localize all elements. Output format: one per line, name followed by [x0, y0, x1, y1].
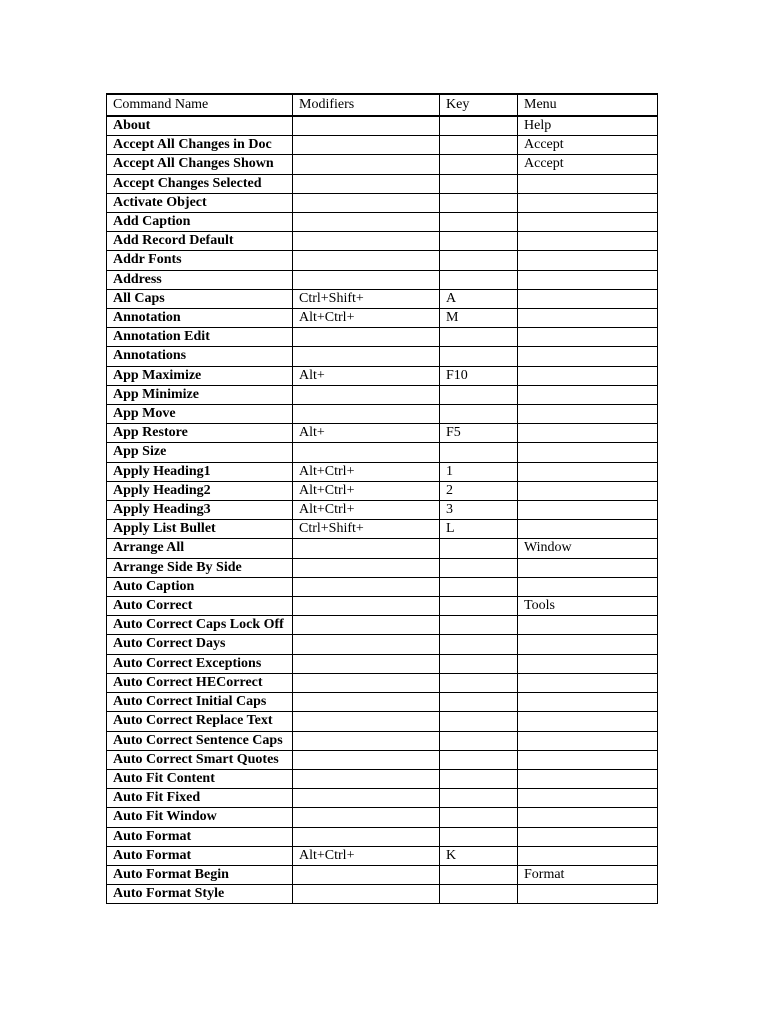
- modifiers-cell: Ctrl+Shift+: [293, 289, 440, 308]
- modifiers-cell: [293, 232, 440, 251]
- menu-cell: [518, 616, 658, 635]
- menu-cell: [518, 193, 658, 212]
- key-cell: 2: [440, 481, 518, 500]
- command-name-cell: Apply Heading1: [107, 462, 293, 481]
- menu-cell: [518, 654, 658, 673]
- table-row: [107, 347, 658, 366]
- modifiers-cell: [293, 405, 440, 424]
- header-modifiers: Modifiers: [293, 94, 440, 116]
- menu-cell: [518, 424, 658, 443]
- table-row: [107, 481, 658, 500]
- modifiers-cell: [293, 865, 440, 884]
- menu-cell: [518, 712, 658, 731]
- menu-cell: [518, 501, 658, 520]
- table-row: [107, 616, 658, 635]
- command-name-cell: Auto Correct Smart Quotes: [107, 750, 293, 769]
- menu-cell: [518, 481, 658, 500]
- command-name-cell: Auto Correct: [107, 597, 293, 616]
- table-row: [107, 673, 658, 692]
- menu-cell: [518, 577, 658, 596]
- command-name-cell: Annotation: [107, 309, 293, 328]
- modifiers-cell: Alt+Ctrl+: [293, 462, 440, 481]
- modifiers-cell: [293, 808, 440, 827]
- modifiers-cell: [293, 174, 440, 193]
- key-cell: [440, 616, 518, 635]
- key-cell: [440, 865, 518, 884]
- menu-cell: [518, 558, 658, 577]
- key-cell: [440, 405, 518, 424]
- menu-cell: [518, 289, 658, 308]
- command-table: [106, 93, 658, 904]
- table-row: [107, 251, 658, 270]
- table-row: [107, 712, 658, 731]
- modifiers-cell: Ctrl+Shift+: [293, 520, 440, 539]
- menu-cell: [518, 769, 658, 788]
- table-row: [107, 885, 658, 904]
- command-name-cell: App Maximize: [107, 366, 293, 385]
- command-name-cell: Auto Correct HECorrect: [107, 673, 293, 692]
- modifiers-cell: Alt+Ctrl+: [293, 846, 440, 865]
- command-name-cell: App Size: [107, 443, 293, 462]
- table-row: [107, 155, 658, 174]
- menu-cell: [518, 174, 658, 193]
- header-menu: Menu: [518, 94, 658, 116]
- modifiers-cell: Alt+Ctrl+: [293, 309, 440, 328]
- command-name-cell: Arrange Side By Side: [107, 558, 293, 577]
- modifiers-cell: [293, 750, 440, 769]
- modifiers-cell: [293, 827, 440, 846]
- key-cell: F5: [440, 424, 518, 443]
- modifiers-cell: [293, 193, 440, 212]
- key-cell: [440, 750, 518, 769]
- key-cell: [440, 347, 518, 366]
- table-row: [107, 462, 658, 481]
- table-row: [107, 865, 658, 884]
- key-cell: [440, 174, 518, 193]
- menu-cell: [518, 270, 658, 289]
- command-name-cell: Annotations: [107, 347, 293, 366]
- modifiers-cell: Alt+: [293, 424, 440, 443]
- command-name-cell: Accept Changes Selected: [107, 174, 293, 193]
- modifiers-cell: [293, 116, 440, 136]
- key-cell: [440, 731, 518, 750]
- header-key: Key: [440, 94, 518, 116]
- table-row: [107, 693, 658, 712]
- key-cell: [440, 673, 518, 692]
- command-name-cell: Apply Heading3: [107, 501, 293, 520]
- modifiers-cell: [293, 577, 440, 596]
- table-row: [107, 558, 658, 577]
- menu-cell: Format: [518, 865, 658, 884]
- command-name-cell: Auto Format Begin: [107, 865, 293, 884]
- menu-cell: [518, 885, 658, 904]
- menu-cell: [518, 462, 658, 481]
- table-row: [107, 789, 658, 808]
- table-row: [107, 443, 658, 462]
- key-cell: K: [440, 846, 518, 865]
- menu-cell: [518, 385, 658, 404]
- command-name-cell: Auto Correct Sentence Caps: [107, 731, 293, 750]
- command-name-cell: Auto Correct Initial Caps: [107, 693, 293, 712]
- menu-cell: [518, 366, 658, 385]
- modifiers-cell: [293, 385, 440, 404]
- menu-cell: [518, 520, 658, 539]
- table-row: [107, 827, 658, 846]
- modifiers-cell: [293, 539, 440, 558]
- key-cell: [440, 654, 518, 673]
- modifiers-cell: [293, 616, 440, 635]
- table-row: [107, 846, 658, 865]
- table-row: [107, 750, 658, 769]
- menu-cell: [518, 808, 658, 827]
- key-cell: A: [440, 289, 518, 308]
- command-name-cell: Apply List Bullet: [107, 520, 293, 539]
- modifiers-cell: [293, 597, 440, 616]
- modifiers-cell: [293, 712, 440, 731]
- menu-cell: [518, 213, 658, 232]
- command-name-cell: Accept All Changes Shown: [107, 155, 293, 174]
- table-body: [107, 116, 658, 904]
- command-name-cell: Annotation Edit: [107, 328, 293, 347]
- table-row: [107, 232, 658, 251]
- command-name-cell: Apply Heading2: [107, 481, 293, 500]
- key-cell: [440, 827, 518, 846]
- table-row: [107, 174, 658, 193]
- command-name-cell: Address: [107, 270, 293, 289]
- key-cell: [440, 885, 518, 904]
- command-name-cell: Auto Caption: [107, 577, 293, 596]
- key-cell: [440, 635, 518, 654]
- table-row: [107, 193, 658, 212]
- table-row: [107, 654, 658, 673]
- key-cell: [440, 712, 518, 731]
- command-name-cell: Auto Fit Fixed: [107, 789, 293, 808]
- key-cell: [440, 213, 518, 232]
- modifiers-cell: [293, 155, 440, 174]
- modifiers-cell: [293, 789, 440, 808]
- command-name-cell: Auto Fit Window: [107, 808, 293, 827]
- table-row: [107, 769, 658, 788]
- key-cell: [440, 443, 518, 462]
- modifiers-cell: [293, 885, 440, 904]
- modifiers-cell: [293, 673, 440, 692]
- table-row: [107, 289, 658, 308]
- table-row: [107, 270, 658, 289]
- modifiers-cell: [293, 558, 440, 577]
- key-cell: M: [440, 309, 518, 328]
- table-row: [107, 213, 658, 232]
- key-cell: [440, 328, 518, 347]
- menu-cell: [518, 827, 658, 846]
- menu-cell: [518, 693, 658, 712]
- table-row: [107, 136, 658, 155]
- menu-cell: [518, 673, 658, 692]
- command-name-cell: Auto Format Style: [107, 885, 293, 904]
- key-cell: [440, 116, 518, 136]
- key-cell: F10: [440, 366, 518, 385]
- menu-cell: Tools: [518, 597, 658, 616]
- command-name-cell: Auto Correct Replace Text: [107, 712, 293, 731]
- key-cell: L: [440, 520, 518, 539]
- table-row: [107, 731, 658, 750]
- table-row: [107, 405, 658, 424]
- modifiers-cell: Alt+Ctrl+: [293, 501, 440, 520]
- modifiers-cell: [293, 213, 440, 232]
- command-name-cell: Auto Format: [107, 846, 293, 865]
- command-name-cell: All Caps: [107, 289, 293, 308]
- key-cell: [440, 539, 518, 558]
- key-cell: [440, 136, 518, 155]
- key-cell: [440, 693, 518, 712]
- key-cell: [440, 577, 518, 596]
- command-name-cell: Accept All Changes in Doc: [107, 136, 293, 155]
- menu-cell: Accept: [518, 155, 658, 174]
- command-name-cell: App Minimize: [107, 385, 293, 404]
- modifiers-cell: [293, 443, 440, 462]
- key-cell: [440, 193, 518, 212]
- key-cell: [440, 155, 518, 174]
- command-name-cell: Arrange All: [107, 539, 293, 558]
- table-row: [107, 309, 658, 328]
- menu-cell: [518, 846, 658, 865]
- menu-cell: [518, 405, 658, 424]
- command-name-cell: About: [107, 116, 293, 136]
- command-name-cell: Auto Correct Caps Lock Off: [107, 616, 293, 635]
- modifiers-cell: Alt+Ctrl+: [293, 481, 440, 500]
- table-row: [107, 116, 658, 136]
- modifiers-cell: [293, 347, 440, 366]
- command-name-cell: Activate Object: [107, 193, 293, 212]
- menu-cell: [518, 789, 658, 808]
- key-cell: [440, 808, 518, 827]
- menu-cell: Window: [518, 539, 658, 558]
- menu-cell: [518, 309, 658, 328]
- command-name-cell: Auto Fit Content: [107, 769, 293, 788]
- table-row: [107, 597, 658, 616]
- modifiers-cell: [293, 328, 440, 347]
- modifiers-cell: [293, 635, 440, 654]
- modifiers-cell: [293, 136, 440, 155]
- key-cell: [440, 789, 518, 808]
- menu-cell: [518, 731, 658, 750]
- table-row: [107, 577, 658, 596]
- menu-cell: [518, 750, 658, 769]
- menu-cell: Accept: [518, 136, 658, 155]
- table-row: [107, 539, 658, 558]
- key-cell: [440, 558, 518, 577]
- modifiers-cell: [293, 270, 440, 289]
- command-name-cell: App Move: [107, 405, 293, 424]
- menu-cell: [518, 328, 658, 347]
- key-cell: 1: [440, 462, 518, 481]
- key-cell: [440, 270, 518, 289]
- key-cell: 3: [440, 501, 518, 520]
- table-row: [107, 366, 658, 385]
- menu-cell: Help: [518, 116, 658, 136]
- menu-cell: [518, 635, 658, 654]
- menu-cell: [518, 251, 658, 270]
- command-name-cell: Add Caption: [107, 213, 293, 232]
- table-row: [107, 328, 658, 347]
- modifiers-cell: [293, 731, 440, 750]
- key-cell: [440, 597, 518, 616]
- command-name-cell: App Restore: [107, 424, 293, 443]
- command-name-cell: Auto Correct Days: [107, 635, 293, 654]
- command-name-cell: Addr Fonts: [107, 251, 293, 270]
- modifiers-cell: [293, 769, 440, 788]
- modifiers-cell: Alt+: [293, 366, 440, 385]
- menu-cell: [518, 443, 658, 462]
- menu-cell: [518, 232, 658, 251]
- modifiers-cell: [293, 654, 440, 673]
- table-row: [107, 424, 658, 443]
- modifiers-cell: [293, 693, 440, 712]
- table-row: [107, 635, 658, 654]
- key-cell: [440, 769, 518, 788]
- command-name-cell: Add Record Default: [107, 232, 293, 251]
- key-cell: [440, 385, 518, 404]
- table-row: [107, 808, 658, 827]
- table-row: [107, 520, 658, 539]
- table-row: [107, 385, 658, 404]
- key-cell: [440, 232, 518, 251]
- header-row: [107, 94, 658, 116]
- menu-cell: [518, 347, 658, 366]
- modifiers-cell: [293, 251, 440, 270]
- command-name-cell: Auto Format: [107, 827, 293, 846]
- header-command-name: Command Name: [107, 94, 293, 116]
- table-row: [107, 501, 658, 520]
- key-cell: [440, 251, 518, 270]
- command-name-cell: Auto Correct Exceptions: [107, 654, 293, 673]
